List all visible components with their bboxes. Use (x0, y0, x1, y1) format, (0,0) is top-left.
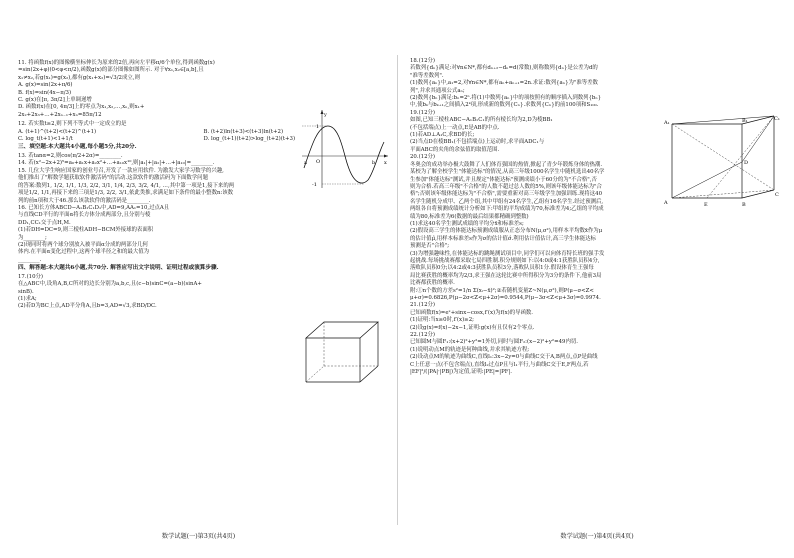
q20-line: 格";否则该年级体能达标为"不合格",需要重新对高三年级学生加强训练.现将这40 (410, 191, 603, 198)
q19-line: 平面ABC的夹角的余弦值的取值范围. (410, 146, 500, 153)
prism-drawing (662, 112, 782, 208)
q19-line: (不包括端点)上一动点,E是AB的中点. (410, 124, 500, 131)
q21-line: 已知函数f(x)=eˣ+sinx−cosx,f′(x)为f(x)的导函数. (410, 309, 533, 316)
page-divider (397, 55, 398, 525)
q20-line: 冬奥会的成功举办极大鼓舞了人们体育强国的热情,掀起了青少年锻炼身体的热潮. (410, 161, 603, 168)
prism-c1-label: C₁ (774, 116, 780, 122)
q19-line: 19.(12分) (410, 109, 436, 116)
q12-line: 12. 若实数t≥2,则下列不等式中一定成立的是 (18, 121, 127, 128)
q19-line: (1)若AD⊥A₁C,求BD的长; (410, 132, 475, 139)
cuboid-drawing (300, 316, 386, 388)
prism-b-label: B (742, 202, 746, 208)
question-19 (410, 110, 660, 154)
graph-neg1-label: -1 (312, 182, 317, 188)
prism-d-label: D (744, 160, 749, 166)
graph-y-label: y (324, 112, 327, 118)
q15-line: 15. 几位大学生响应国家的创业号召,开发了一款应用软件. 为激发大家学习数学的兴趣, (18, 167, 224, 174)
right-page-footer: 数学试题(一)第4页(共4页) (560, 533, 634, 540)
graph-a-label: a (304, 160, 307, 166)
q18-line: "准等差数列". (410, 72, 444, 79)
graph-x-label: x (384, 160, 387, 166)
right-page (400, 0, 794, 558)
q20-line: 预测是否"合格"; (410, 243, 450, 250)
q17-line: (2)若D为BC上点,AD平分角A,且b=3,AD=√3,求BD/DC. (18, 303, 157, 310)
q21-line: (1)证明:当x≥0时,f′(x)≥2; (410, 317, 474, 324)
q18-line: 中,使bₖ与bₖ₊₁之间插入2ᵏ项,形成新的数列{Cₙ}.求数列{Cₙ}的前100项和S₁₀₀. (410, 102, 599, 109)
sine-graph-figure (298, 108, 390, 190)
q11-option-b: B. f(x)=sin(4x−π/3) (18, 89, 72, 96)
q22-line: (1)说明动点M的轨迹是何种曲线,并求其轨迹方程; (410, 346, 530, 353)
q20-line: 绩为80,标准差为6(数据的最后结果都精确到整数) (410, 213, 529, 220)
left-page-footer: 数学试题(一)第3页(共4页) (161, 533, 236, 540)
q17-line: 在△ABC中,设角A,B,C所对的边长分别为a,b,c,且(c−b)sinC=(a−b)(sinA+ (18, 281, 202, 288)
section-3-heading: 三、填空题:本大题共4小题,每小题5分,共20分. (18, 144, 137, 151)
q20-line: (3)为增强趣味性,在体能达标的跳绳测试项目中,同学们可以向体育特长班的强手发 (410, 250, 605, 257)
section-4-heading: 四、解答题:本大题共6小题,共70分. 解答应写出文字说明、证明过程或演算步骤. (18, 265, 219, 272)
question-22 (410, 332, 786, 376)
q22-line: (2)设动点M的轨迹为曲线C,直线l₁:3x−2y=0与曲线C交于A,B两点,点P是曲线 (410, 354, 598, 361)
q20-line: 名学生随机分成甲、乙两个组,其中甲组有24名学生,乙组有16名学生.经过预测后, (410, 198, 604, 205)
q11-line: 11. 将函数f(x)的图像横坐标伸长为原来的2倍,再向左平移π/6个单位,得到函数g(x) (18, 60, 215, 66)
q14-text: 14. 若(x²−2x+2)⁵=a₀+a₁x+a₂x²+…+a₁₀x¹⁰,则|a₁|+|a₂|+…+|a₁₀|=________. (18, 160, 215, 167)
q16-line: (1)若DH=DC=9,则三棱柱ADH−BCM外接球的表面积 (18, 227, 154, 234)
q11-options (18, 82, 288, 119)
q18-line: (1)数列{aₙ}中,a₁=2,对∀n∈N*,都有aₙ+aₙ₊₁=2n.求证:数列{aₙ}为"准等差数 (410, 80, 598, 87)
q20-line: 比赛都获胜的概率. (410, 280, 455, 287)
q15-line: 他们推出了"解数学题获取软件激活码"的活动.这款软件的激活码为下面数学问题 (18, 175, 208, 182)
graph-origin-label: O (316, 159, 321, 165)
q16-line: 16. 已知长方体ABCD−A₁B₁C₁D₁中,AD=9,AA₁=10,过点A且 (18, 204, 170, 211)
q20-line: 附:①n个数的方差s²=1/n Σ(xᵢ−x̄)²;②若随机变量Z~N(μ,σ²),则P(μ−σ<Z< (410, 287, 594, 294)
q15-line: 列的前n项和大于46.那么该款软件的激活码是________. (18, 197, 151, 204)
question-21 (410, 302, 786, 332)
q11-option-d: D. 函数f(x)在[0, 4π/3]上的零点为x₁,x₂,…,xₙ,则x₁+ (18, 104, 145, 111)
q20-line: 两组各自将预测成绩统计分析如下:甲组的平均成绩为70,标准差为4;乙组的平均成 (410, 206, 604, 213)
q12-option-a: A. (t+1)^(t+2)<(t+2)^(t+1) (18, 128, 97, 135)
q20-line: 20.(12分) (410, 154, 436, 161)
prism-a-label: A (664, 200, 668, 206)
q20-line: (1)求这40名学生测试成绩的平均分x̄和标准差s; (410, 220, 524, 227)
q20-line: 落败队员积0分;以4:2或4:3获胜队员积3分,落败队员积1分.假设体育生王强每 (410, 265, 594, 272)
q16-line: 为________; (18, 234, 47, 241)
prism-c-label: C (775, 192, 779, 198)
q16-line: 与直线CD平行的平面α将长方体分成两部分,且分别与棱 (18, 212, 151, 219)
prism-a1-label: A₁ (664, 120, 670, 126)
q18-line: 18.(12分) (410, 58, 436, 64)
q22-line: |EF|²/(|PA|·|PB|)为定值,证明:|PE|=|PF|. (410, 369, 512, 376)
q20-line: 局比赛获胜的概率均为2/3,求王强在这轮比赛中所得积分为3分的条件下,他前3局 (410, 272, 602, 279)
q20-line: 起挑战.每场挑战赛都采取七局四胜制.积分规则如下:以4:0或4:1获胜队员积4分, (410, 257, 600, 264)
q22-line: 已知圆M与圆F₁:(x+2)²+y²=1外切,同时与圆F₂:(x−2)²+y²=49内切. (410, 339, 578, 346)
q11-line: x₁≠x₂,若g(x₁)=g(x₂),都有g(x₁+x₂)=√3/2成立,则 (18, 74, 140, 81)
sine-graph (298, 108, 390, 190)
q18-line: 列",并求其通项公式aₙ; (410, 87, 465, 94)
q16-line: ________. (18, 256, 42, 263)
cuboid-figure (300, 316, 386, 388)
q11-option-c: C. g(x)在[π, 3π/2]上单调递增 (18, 97, 92, 104)
q16-line: DD₁,CC₁交于点H,M. (18, 219, 71, 226)
q21-line: 21.(12分) (410, 302, 436, 309)
q19-line: (2)当点D在棱BB₁(不包括端点)上运动时,求平面ADC₁与 (410, 139, 545, 146)
q22-line: 22.(12分) (410, 332, 436, 339)
q16-line: (2)现同时将两个球分别放入被平面α分成的两部分几何 (18, 241, 148, 248)
q20-line: μ+σ)=0.6826,P(μ−2σ<Z<μ+2σ)=0.9544,P(μ−3σ<Z<μ+3σ)=0.9974. (410, 295, 601, 301)
question-17 (18, 274, 389, 311)
q12-option-c: C. log_t(t+1)<1+1/t (18, 136, 73, 143)
q11-option-d-cont: 2x₂+2x₃+…+2xₙ₋₁+xₙ=85π/12 (18, 111, 102, 118)
graph-b-label: b (372, 160, 376, 166)
q13-text: 13. 若tanα=2,则cos(π/2+2α)=________. (18, 153, 123, 160)
q16-line: 体内.在平面α变化过程中,这两个球半径之和的最大值为 (18, 249, 150, 256)
prism-b1-label: B₁ (742, 118, 748, 124)
q20-line: (2)假设高三学生的体能达标预测成绩服从正态分布N(μ,σ²),用样本平均数x̄作为μ (410, 228, 603, 235)
graph-1-label: 1 (316, 124, 320, 130)
q19-line: 如图,已知三棱柱ABC−A₁B₁C₁的所有棱长均为2,D为棱BB₁ (410, 117, 553, 124)
q20-line: 某校为了解全校学生"体能达标"的情况,从高三年级1000名学生中随机选出40名学 (410, 169, 605, 176)
q11-option-a: A. g(x)=sin(2x+π/6) (18, 82, 73, 89)
prism-figure (662, 112, 782, 208)
q20-line: 则为合格.若高三年级"不合格"的人数不超过总人数的5%,则该年级体能达标为"合 (410, 183, 602, 190)
q12-option-d: D. log_(t+1)(t+2)>log_(t+2)(t+3) (203, 136, 296, 143)
q12-option-b: B. (t+2)ln(t+3)<(t+3)ln(t+2) (203, 128, 284, 135)
q17-line: sinB). (18, 288, 34, 295)
q20-line: 生参加"体能达标"测试,并且规定"体能达标"预测成绩小于60分的为"不合格",否 (410, 176, 597, 183)
q17-line: (1)求A; (18, 295, 37, 302)
question-16 (18, 205, 268, 264)
q21-line: (2)设g(x)=f(x)−2x−1,证明:g(x)有且仅有2个零点. (410, 324, 535, 331)
q18-line: (2)数列{bₙ}满足:bₙ=2ⁿ.将(1)中数列{aₙ}中的项按照有的顺序插入到数列{bₙ} (410, 95, 602, 102)
q18-line: 若数列{dₙ}满足:对∀n∈N*,都有dₙ₊₂−dₙ=d(常数),则称数列{dₙ}是公差为d的 (410, 65, 598, 72)
q20-line: 的估计值μ̂,用样本标准差s作为σ的估计值σ̂.利用估计值估计,高三学生体能达标 (410, 235, 596, 242)
question-18 (410, 58, 786, 110)
q11-line: =sin(2x+φ)(0<φ<π/2),函数g(x)的部分图像如图所示. 对于∀x₁,x₂∈[a,b],且 (18, 67, 204, 74)
q15-line: 项是1/2, 1/1,再接下来的三项是1/3, 2/2, 3/1,依此类推,求满足如下条件的最小整数n:该数 (18, 190, 234, 197)
q15-line: 的答案:数列1, 1/2, 1/1, 1/3, 2/2, 3/1, 1/4, 2/3, 3/2, 4/1, …,其中第一项是1,接下来的两 (18, 182, 235, 189)
prism-e-label: E (704, 202, 708, 208)
q17-line: 17.(10分) (18, 273, 44, 280)
q22-line: C上任意一点(不包含端点),直线l₂过点P且与l₁平行,与曲线C交于E,F两点,若 (410, 361, 589, 368)
